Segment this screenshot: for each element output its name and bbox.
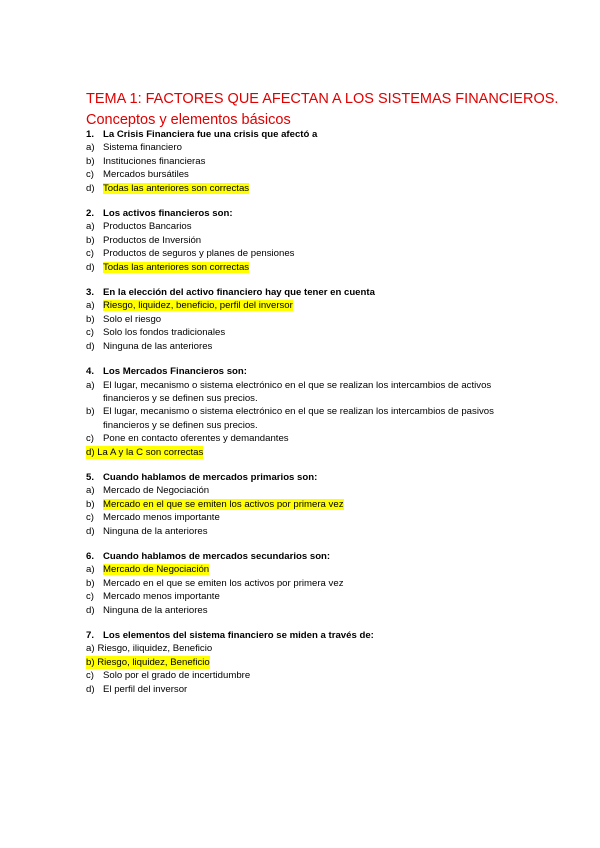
option-text: Solo el riesgo — [103, 313, 162, 325]
question-header — [86, 128, 526, 141]
option-letter: d) — [86, 525, 95, 537]
option-letter: c) — [86, 327, 94, 339]
highlighted-answer: Mercado de Negociación — [103, 564, 210, 576]
option-letter: c) — [86, 248, 94, 260]
option-letter: d) — [86, 683, 95, 695]
option-text: Ninguna de la anteriores — [103, 525, 208, 537]
option-letter: c) — [86, 169, 94, 181]
highlighted-answer: Todas las anteriores son correctas — [103, 261, 250, 273]
question-header — [86, 629, 526, 642]
option-text: Mercado de Negociación — [103, 485, 210, 497]
option-text: Solo por el grado de incertidumbre — [103, 670, 251, 682]
question-header — [86, 365, 526, 378]
option-letter: b) — [86, 406, 95, 418]
option-text: Mercado en el que se emiten los activos por primera vez — [103, 577, 344, 589]
question-number: 7. — [86, 630, 95, 641]
question-text: Los activos financieros son: — [103, 208, 233, 220]
option-letter: b) — [86, 577, 95, 589]
highlighted-answer: Mercado en el que se emiten los activos por primera vez — [103, 498, 344, 510]
question-number: 2. — [86, 208, 95, 220]
answer-option — [86, 340, 526, 353]
option-text: Sistema financiero — [103, 142, 182, 154]
option-letter: d) — [86, 340, 95, 352]
option-text: La A y la C son correctas — [97, 446, 204, 458]
questions-list — [86, 128, 526, 708]
option-letter: a) — [86, 564, 95, 576]
option-letter: c) — [86, 670, 94, 682]
question-4 — [86, 365, 526, 459]
answer-option — [86, 405, 526, 432]
question-6 — [86, 550, 526, 617]
question-number: 3. — [86, 287, 95, 299]
option-text: Solo los fondos tradicionales — [103, 327, 226, 339]
option-letter: a) — [86, 142, 95, 154]
question-header — [86, 207, 526, 220]
question-text: Los elementos del sistema financiero se miden a través de: — [103, 630, 374, 641]
option-text: Riesgo, iliquidez, Beneficio — [97, 643, 213, 655]
option-text: Riesgo, liquidez, Beneficio — [97, 656, 210, 668]
question-text: En la elección del activo financiero hay que tener en cuenta — [103, 287, 375, 299]
question-number: 4. — [86, 366, 95, 378]
question-text: Cuando hablamos de mercados primarios son: — [103, 471, 318, 483]
option-text: Mercados bursátiles — [103, 169, 189, 181]
highlighted-answer: Riesgo, liquidez, beneficio, perfil del inversor — [103, 300, 293, 312]
answer-option — [86, 669, 526, 682]
option-text: Mercado menos importante — [103, 591, 220, 603]
answer-option — [86, 577, 526, 590]
option-letter: d) — [86, 604, 95, 616]
answer-option-correct — [86, 656, 526, 669]
option-letter: c) — [86, 591, 94, 603]
answer-option-correct — [86, 563, 526, 576]
answer-option — [86, 313, 526, 326]
answer-option — [86, 234, 526, 247]
option-letter: a) — [86, 485, 95, 497]
answer-option-correct — [86, 299, 526, 312]
option-letter: b) — [86, 234, 95, 246]
option-text: Productos Bancarios — [103, 221, 192, 233]
answer-option — [86, 642, 526, 655]
question-header — [86, 286, 526, 299]
option-letter: b) — [86, 498, 95, 510]
question-5 — [86, 471, 526, 538]
option-letter: b) — [86, 656, 95, 668]
option-text: El lugar, mecanismo o sistema electrónico en el que se realizan los intercambios de pasivos financieros y se definen sus precios. — [103, 406, 494, 431]
answer-option — [86, 511, 526, 524]
question-2 — [86, 207, 526, 274]
option-text: Productos de seguros y planes de pensiones — [103, 248, 295, 260]
answer-option — [86, 326, 526, 339]
answer-option — [86, 683, 526, 696]
option-text: Productos de Inversión — [103, 234, 202, 246]
question-text: Cuando hablamos de mercados secundarios son: — [103, 550, 331, 562]
question-text: Los Mercados Financieros son: — [103, 366, 247, 378]
question-header — [86, 550, 526, 563]
question-number: 1. — [86, 129, 95, 140]
answer-option — [86, 379, 526, 406]
document-subtitle: Conceptos y elementos básicos — [86, 112, 291, 128]
option-letter: c) — [86, 512, 94, 524]
answer-option — [86, 168, 526, 181]
answer-option — [86, 141, 526, 154]
option-text: Ninguna de las anteriores — [103, 340, 213, 352]
option-letter: b) — [86, 313, 95, 325]
option-letter: d) — [86, 446, 95, 458]
option-letter: d) — [86, 261, 95, 273]
answer-option-correct — [86, 182, 526, 195]
question-number: 6. — [86, 550, 95, 562]
option-text: Pone en contacto oferentes y demandantes — [103, 433, 289, 445]
answer-option — [86, 604, 526, 617]
option-text: Mercado menos importante — [103, 512, 220, 524]
question-number: 5. — [86, 471, 95, 483]
option-letter: b) — [86, 155, 95, 167]
answer-option — [86, 590, 526, 603]
highlighted-answer — [86, 656, 210, 669]
question-3 — [86, 286, 526, 353]
option-letter: c) — [86, 433, 94, 445]
answer-option-correct — [86, 446, 526, 459]
answer-option — [86, 155, 526, 168]
option-letter: d) — [86, 182, 95, 194]
option-letter: a) — [86, 221, 95, 233]
option-letter: a) — [86, 379, 95, 391]
answer-option — [86, 484, 526, 497]
answer-option — [86, 525, 526, 538]
question-1 — [86, 128, 526, 195]
question-7 — [86, 629, 526, 696]
option-text: Ninguna de la anteriores — [103, 604, 208, 616]
option-text: Instituciones financieras — [103, 155, 206, 167]
option-text: El perfil del inversor — [103, 683, 188, 695]
document-title: TEMA 1: FACTORES QUE AFECTAN A LOS SISTEMAS FINANCIEROS. — [86, 91, 559, 107]
answer-option — [86, 432, 526, 445]
answer-option — [86, 247, 526, 260]
option-letter: a) — [86, 643, 95, 655]
answer-option — [86, 220, 526, 233]
option-text: El lugar, mecanismo o sistema electrónico en el que se realizan los intercambios de activos financieros y se definen sus precios. — [103, 379, 492, 404]
option-letter: a) — [86, 300, 95, 312]
question-header — [86, 471, 526, 484]
answer-option-correct — [86, 261, 526, 274]
answer-option-correct — [86, 498, 526, 511]
question-text: La Crisis Financiera fue una crisis que afectó a — [103, 129, 318, 140]
highlighted-answer: Todas las anteriores son correctas — [103, 182, 250, 194]
highlighted-answer — [86, 446, 203, 459]
